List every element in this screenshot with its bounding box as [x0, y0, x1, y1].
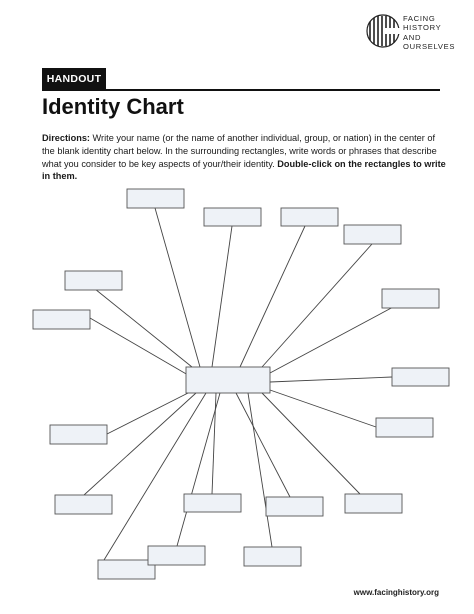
directions-text: Write your name (or the name of another individual, group, or nation) in the center of the blank identity chart below. In the surrounding rectangles, write words or phrases that describe what you consider to be key aspects of your/their identity.	[42, 133, 437, 169]
handout-badge: HANDOUT	[42, 68, 106, 90]
spoke-line	[212, 226, 232, 367]
spoke-line	[90, 318, 188, 375]
directions-label: Directions:	[42, 133, 90, 143]
identity-box[interactable]	[344, 225, 401, 244]
spoke-line	[95, 289, 192, 367]
identity-box[interactable]	[382, 289, 439, 308]
spoke-line	[236, 393, 290, 497]
spoke-line	[262, 393, 360, 494]
spoke-line	[270, 298, 410, 373]
spoke-line	[240, 226, 305, 367]
brand-wordmark-line: HISTORY	[403, 23, 442, 33]
spoke-line	[270, 390, 376, 427]
identity-box[interactable]	[376, 418, 433, 437]
identity-box[interactable]	[244, 547, 301, 566]
identity-box[interactable]	[266, 497, 323, 516]
spoke-line	[104, 393, 206, 560]
brand-wordmark-line: FACING	[403, 14, 436, 23]
brand-wordmark-line: AND	[403, 32, 422, 42]
identity-box[interactable]	[392, 368, 449, 386]
spoke-line	[270, 377, 392, 382]
center-name-box[interactable]	[186, 367, 270, 393]
spoke-line	[107, 391, 192, 434]
spoke-line	[262, 244, 372, 367]
page-title: Identity Chart	[42, 94, 184, 119]
identity-box[interactable]	[98, 560, 155, 579]
identity-box[interactable]	[345, 494, 402, 513]
directions-emphasis: Double-click on the rectangles to write in them.	[42, 158, 446, 182]
identity-box[interactable]	[55, 495, 112, 514]
identity-box[interactable]	[50, 425, 107, 444]
identity-box[interactable]	[127, 189, 184, 208]
brand-wordmark-line: OURSELVES	[403, 42, 456, 52]
identity-box[interactable]	[65, 271, 122, 290]
footer-url[interactable]: www.facinghistory.org	[353, 588, 439, 597]
identity-box[interactable]	[148, 546, 205, 565]
spoke-line	[248, 393, 272, 547]
identity-box[interactable]	[204, 208, 261, 226]
identity-box[interactable]	[33, 310, 90, 329]
identity-box[interactable]	[281, 208, 338, 226]
identity-box[interactable]	[184, 494, 241, 512]
spoke-line	[177, 393, 220, 546]
